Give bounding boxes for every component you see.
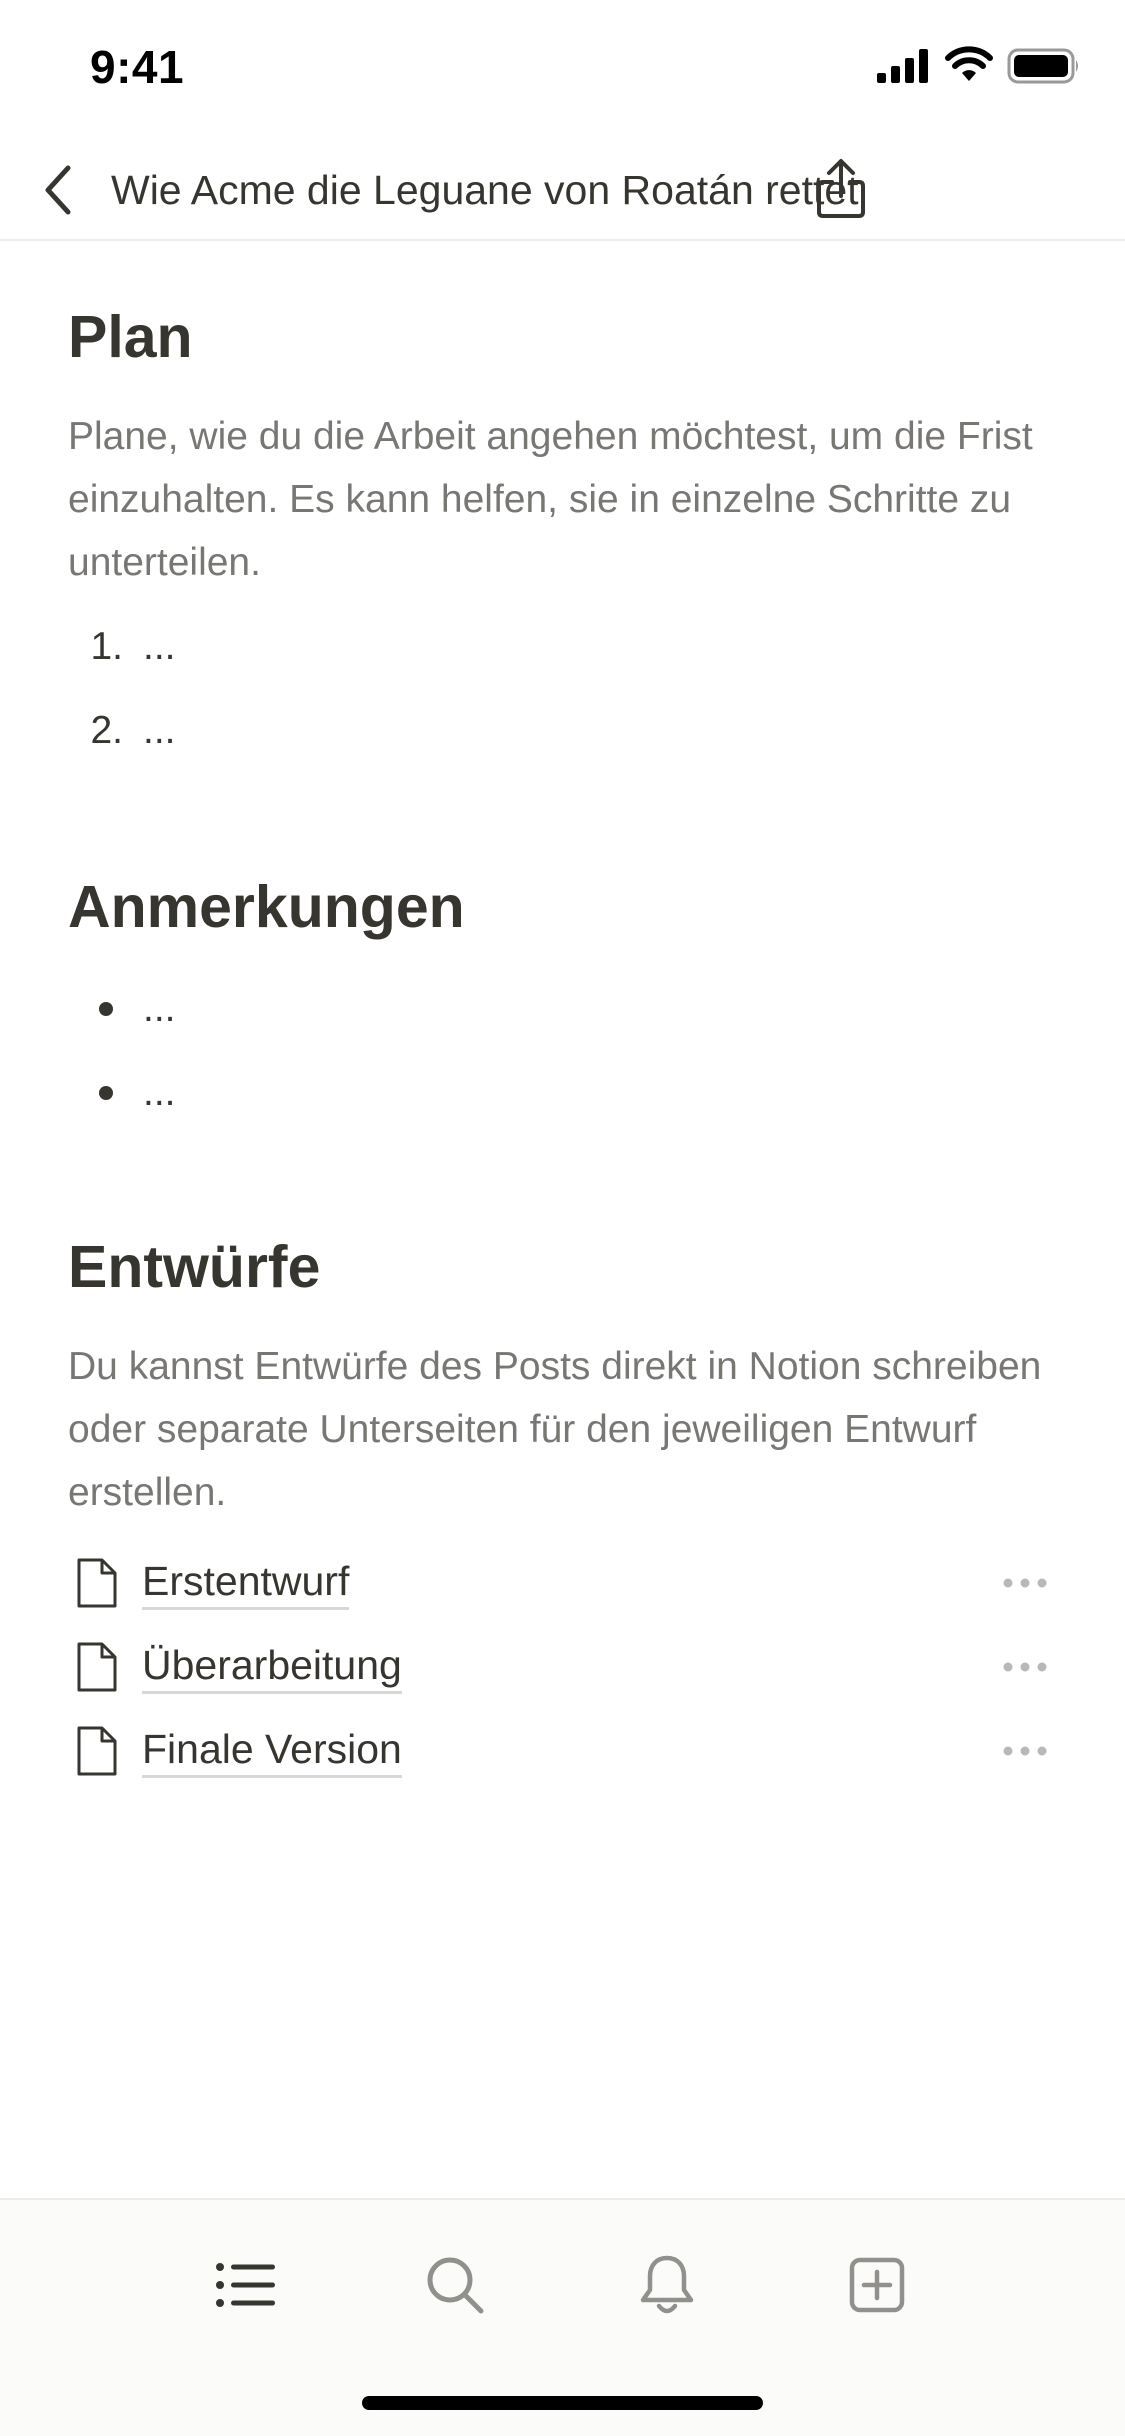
status-icons <box>877 48 1081 84</box>
subpage-link-final-version[interactable] <box>68 1716 1058 1786</box>
tab-new-page[interactable] <box>827 2240 927 2330</box>
list-number: 1. <box>90 625 123 668</box>
list-number: 2. <box>90 709 123 752</box>
drafts-description[interactable]: Du kannst Entwürfe des Posts direkt in Notion schreiben oder separate Unterseiten für den jeweiligen Entwurf erstellen. <box>68 1345 1042 1514</box>
bullet-dot <box>99 1086 113 1100</box>
share-icon <box>815 156 867 220</box>
heading-drafts[interactable]: Entwürfe <box>68 1234 321 1300</box>
numbered-list-item[interactable] <box>68 615 176 679</box>
subpage-link-first-draft[interactable] <box>68 1548 1058 1618</box>
page-title: Wie Acme die Leguane von Roatán rettet <box>111 167 859 213</box>
nav-bar <box>0 140 1125 241</box>
bullet-list-item[interactable] <box>68 977 176 1041</box>
subpage-title: Erstentwurf <box>142 1557 349 1610</box>
battery-icon <box>1007 48 1081 84</box>
ellipsis-icon <box>1003 1746 1047 1756</box>
list-icon <box>215 2261 277 2309</box>
bell-icon <box>639 2254 695 2316</box>
numbered-list-item[interactable] <box>68 699 176 763</box>
cellular-signal-icon <box>877 49 931 83</box>
list-item-text: ... <box>143 1071 176 1114</box>
plan-description[interactable]: Plane, wie du die Arbeit angehen möchtest, um die Frist einzuhalten. Es kann helfen, sie in einzelne Schritte zu unterteilen. <box>68 415 1033 584</box>
ellipsis-icon <box>1003 1662 1047 1672</box>
list-item-text: ... <box>143 625 176 668</box>
list-item-text: ... <box>143 709 176 752</box>
share-button[interactable] <box>805 146 877 230</box>
page-icon <box>68 1548 142 1618</box>
back-button[interactable] <box>22 154 94 226</box>
list-item-text: ... <box>143 987 176 1030</box>
wifi-icon <box>945 49 993 83</box>
heading-plan[interactable]: Plan <box>68 304 193 370</box>
more-options-button[interactable] <box>992 1726 1058 1776</box>
subpage-link-revision[interactable] <box>68 1632 1058 1702</box>
tab-notifications[interactable] <box>617 2240 717 2330</box>
tab-search[interactable] <box>405 2240 505 2330</box>
subpage-title: Überarbeitung <box>142 1641 402 1694</box>
home-indicator <box>362 2396 763 2410</box>
bullet-dot <box>99 1002 113 1016</box>
tab-sidebar[interactable] <box>196 2240 296 2330</box>
subpage-title: Finale Version <box>142 1725 402 1778</box>
more-options-button[interactable] <box>992 1558 1058 1608</box>
more-options-button[interactable] <box>992 1642 1058 1692</box>
ellipsis-icon <box>1003 1578 1047 1588</box>
page-icon <box>68 1632 142 1702</box>
chevron-left-icon <box>38 162 78 218</box>
new-page-icon <box>849 2257 905 2313</box>
page-icon <box>68 1716 142 1786</box>
heading-notes[interactable]: Anmerkungen <box>68 874 465 940</box>
status-bar <box>0 0 1125 140</box>
status-time: 9:41 <box>90 41 185 93</box>
search-icon <box>425 2255 485 2315</box>
bullet-list-item[interactable] <box>68 1061 176 1125</box>
